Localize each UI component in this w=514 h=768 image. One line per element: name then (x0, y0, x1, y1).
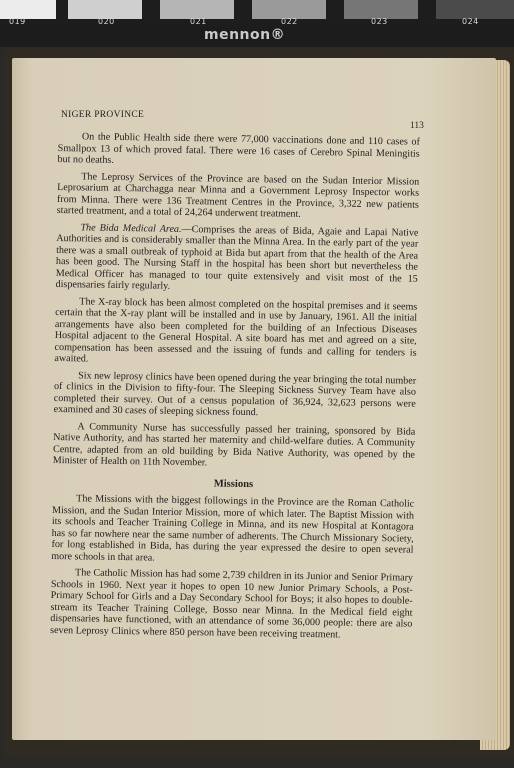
paragraph: The Catholic Mission has had some 2,739 children in its Junior and Senior Primary Schools in 1960. Next year it hopes to open 10 new Junior Primary Schools, a Post-Primary School for Girls and a Day Secondary School for Boys; it also hopes to double-stream its Teacher Training College, Bosso near Minna. In the Medical field eight dispensaries have functioned, with an attendance of some 36,000 people: there are also seven Leprosy Clinics where 850 person have been receiving treatment. (50, 567, 414, 640)
paragraph: The X-ray block has been almost completed on the hospital premises and it seems certain that the X-ray plant will be installed and in use by January, 1961. All the initial arrangements have also been completed for the building of an Infectious Diseases Hospital adjacent to the General Hospital. A site board has met and agreed on a site, compensation has been assessed and the issuing of funds and calling for tenders is awaited. (54, 295, 418, 365)
patch-label: 019 (9, 17, 26, 26)
brand-logo: mennon® (204, 27, 286, 43)
paragraph: The Missions with the biggest followings in the Province are the Roman Catholic Mission, and the Sudan Interior Mission, more of which later. The Baptist Mission with its schools and Teacher Training College in Minna, and its new Hospital at Kontagora has so far nowhere near the same number of adherents. The Church Missionary Society, for long established in Bida, has during the year expressed the desire to open several more schools in that area. (51, 493, 415, 564)
section-heading: Missions (213, 477, 254, 490)
patch-label: 021 (190, 17, 207, 26)
paragraph: A Community Nurse has successfully passed her training, sponsored by Bida Native Authority, and has started her maternity and child-welfare duties. A Community Centre, adapted from an old building by Bida Native Authority, was opened by the Minister of Health on 11th November. (52, 420, 416, 469)
patch-label: 020 (98, 17, 115, 26)
paragraph: The Leprosy Services of the Province are based on the Sudan Interior Mission Leprosarium at Charchagga near Minna and a Government Leprosy Inspector works from Minna. There were 136 Treatment Centres in the Province, 3,322 new patients started treatment, and a total of 24,264 underwent treatment. (56, 170, 420, 220)
color-calibration-strip (0, 0, 514, 30)
patch-label: 022 (281, 17, 298, 26)
running-head: NIGER PROVINCE (61, 110, 145, 120)
paragraph-text: —Comprises the areas of Bida, Agaie and Lapai Native Authorities and is considerably smaller than the Minna Area. In the early part of the year there was a small outbreak of typhoid at Bida but apart from that the health of the Area has been good. The Nursing Staff in the hospital has been short but nevertheless the Medical Officer has managed to tour quite extensively and visit most of the 15 dispensaries fairly regularly. (55, 223, 419, 292)
patch-label: 023 (371, 17, 388, 26)
page-number: 113 (410, 121, 424, 131)
paragraph: On the Public Health side there were 77,000 vaccinations done and 110 cases of Smallpox 13 of which proved fatal. There were 16 cases of Cerebro Spinal Meningitis but no deaths. (57, 131, 420, 166)
paragraph-lead: The Bida Medical Area. (80, 221, 182, 235)
page-body (50, 131, 420, 647)
paragraph (55, 221, 418, 296)
patch-label: 024 (462, 17, 479, 26)
paragraph: Six new leprosy clinics have been opened during the year bringing the total number of clinics in the Division to fifty-four. The Sleeping Sickness Survey Team have also completed their survey. Out of a census population of 36,924, 32,623 persons were examined and 30 cases of sleeping sickness found. (53, 369, 417, 419)
